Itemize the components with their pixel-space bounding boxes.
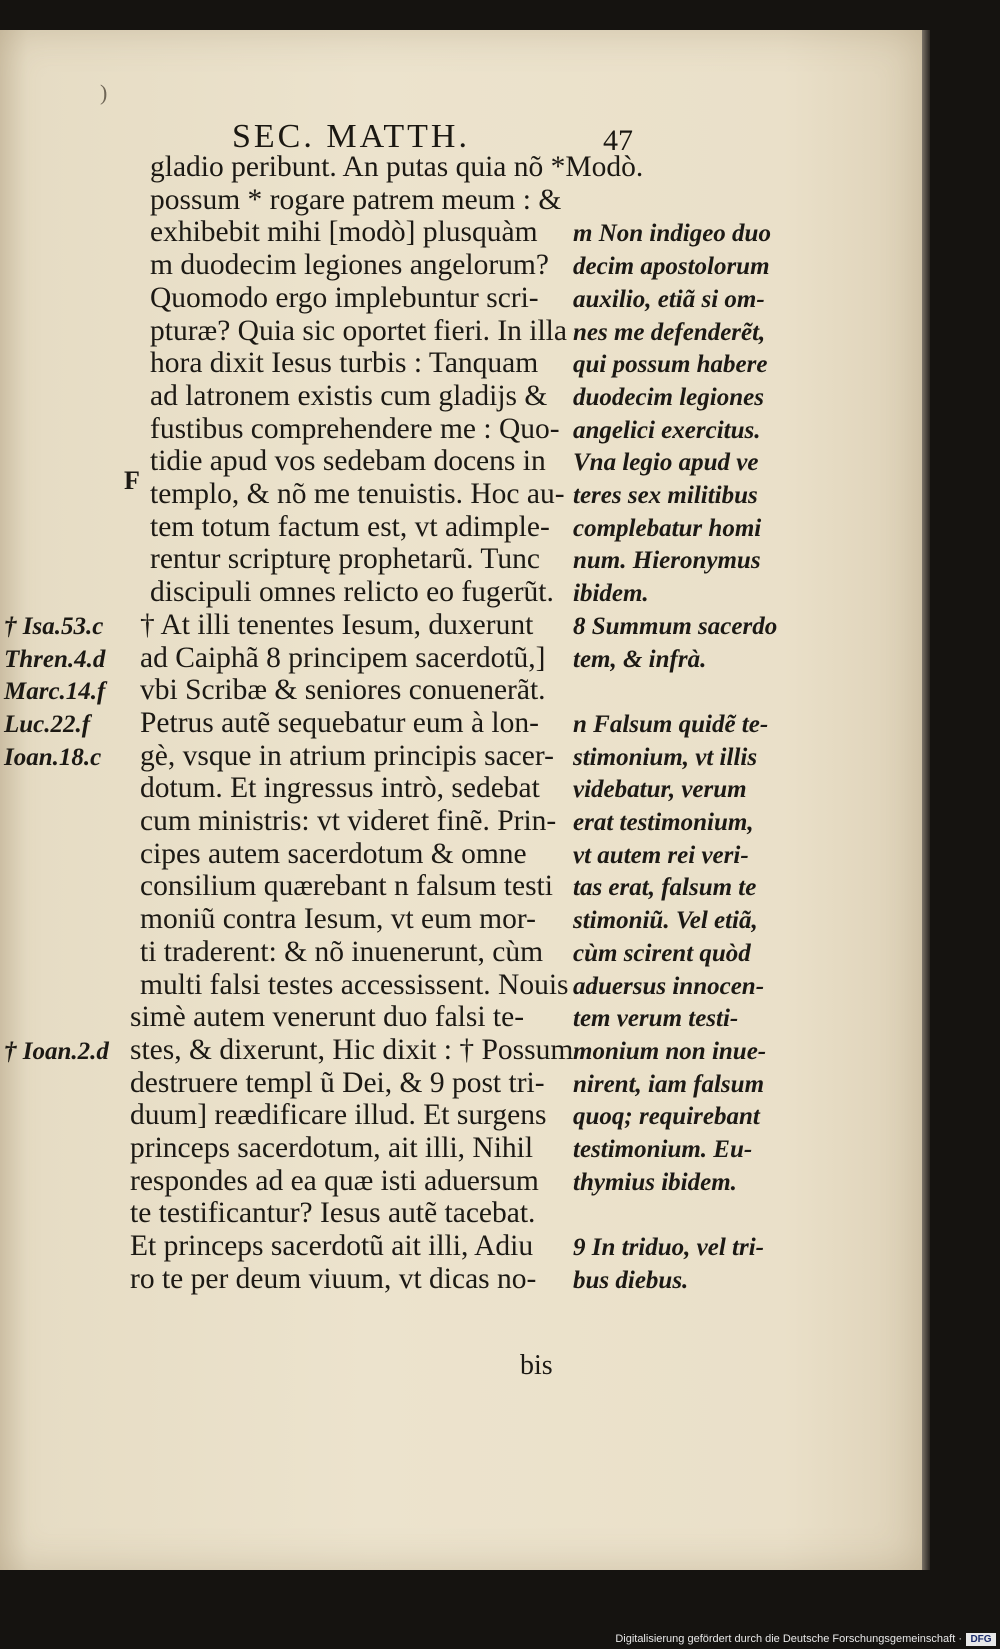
main-text-line: pturæ? Quia sic oportet fieri. In illa (150, 314, 567, 347)
main-text-line: ro te per deum viuum, vt dicas no- (130, 1262, 537, 1295)
page-number: 47 (603, 124, 633, 157)
main-text-line: gè, vsque in atrium principis sacer- (140, 739, 554, 772)
main-text-line: cum ministris: vt videret finẽ. Prin- (140, 805, 557, 837)
gloss-line: duodecim legiones (573, 383, 764, 411)
gloss-line: 9 In triduo, vel tri- (573, 1234, 764, 1262)
gloss-line: tem, & infrà. (573, 645, 707, 673)
gloss-line: complebatur homi (573, 514, 762, 542)
footer-credit: Digitalisierung gefördert durch die Deutsche Forschungsgemeinschaft · (615, 1633, 962, 1645)
gloss-line: nirent, iam falsum (573, 1070, 765, 1098)
main-text-line: moniũ contra Iesum, vt eum mor- (140, 903, 536, 936)
gloss-line: quoq; requirebant (573, 1103, 760, 1131)
main-text-line: destruere templ ũ Dei, & 9 post tri- (130, 1066, 545, 1099)
page-edge (922, 30, 930, 1570)
main-text-line: respondes ad ea quæ isti aduersum (130, 1164, 539, 1197)
main-text-line: stes, & dixerunt, Hic dixit : † Possum (130, 1033, 574, 1066)
gloss-line: n Falsum quidẽ te- (573, 710, 769, 738)
section-letter: F (124, 466, 140, 495)
gloss-line: stimoniũ. Vel etiã, (573, 907, 758, 935)
stray-mark: ) (100, 80, 108, 105)
main-text-line: duum] reædificare illud. Et surgens (130, 1099, 547, 1132)
main-text-line: te testificantur? Iesus autẽ tacebat. (130, 1197, 536, 1230)
gloss-line: cùm scirent quòd (573, 939, 751, 967)
gloss-line: erat testimonium, (573, 809, 754, 836)
gloss-line: vt autem rei veri- (573, 841, 749, 869)
main-text-line: multi falsi testes accessissent. Nouis (140, 968, 569, 1001)
dfg-logo: DFG (966, 1633, 996, 1646)
margin-reference: Luc.22.f (4, 710, 91, 738)
margin-reference: Ioan.18.c (4, 743, 102, 771)
gloss-line: num. Hieronymus (573, 547, 761, 575)
gloss-line: angelici exercitus. (573, 416, 761, 444)
gloss-line: aduersus innocen- (573, 972, 765, 1000)
main-text-line: Et princeps sacerdotũ ait illi, Adiu (130, 1230, 534, 1263)
main-text-line: ad Caiphã 8 principem sacerdotũ,] (140, 641, 546, 674)
main-text-line: gladio peribunt. An putas quia nõ *Modò. (150, 151, 644, 183)
gloss-line: tem verum testi- (573, 1005, 739, 1033)
margin-reference: † Isa.53.c (4, 612, 104, 640)
main-text-line: discipuli omnes relicto eo fugerũt. (150, 576, 554, 609)
main-text-line: fustibus comprehendere me : Quo- (150, 412, 560, 445)
margin-reference: Marc.14.f (4, 678, 106, 706)
main-text-line: tem totum factum est, vt adimple- (150, 510, 550, 543)
main-text-line: † At illi tenentes Iesum, duxerunt (140, 608, 534, 641)
main-text-line: possum * rogare patrem meum : & (150, 183, 562, 216)
gloss-line: bus diebus. (573, 1266, 689, 1294)
gloss-line: ibidem. (573, 580, 649, 608)
margin-reference: Thren.4.d (4, 645, 106, 673)
gloss-line: videbatur, verum (573, 776, 747, 804)
main-text-line: princeps sacerdotum, ait illi, Nihil (130, 1132, 534, 1164)
main-text-line: rentur scripturę prophetarũ. Tunc (150, 543, 540, 576)
running-head: SEC. MATTH. (232, 118, 470, 155)
main-text-line: cipes autem sacerdotum & omne (140, 837, 527, 870)
gloss-line: Vna legio apud ve (573, 449, 759, 477)
gloss-line: testimonium. Eu- (573, 1136, 753, 1163)
main-text-line: hora dixit Iesus turbis : Tanquam (150, 347, 539, 380)
main-text-line: templo, & nõ me tenuistis. Hoc au- (150, 478, 565, 510)
main-text-line: ti traderent: & nõ inuenerunt, cùm (140, 935, 544, 968)
main-text-line: dotum. Et ingressus intrò, sedebat (140, 772, 540, 805)
margin-reference: † Ioan.2.d (4, 1037, 109, 1065)
main-text-line: vbi Scribæ & seniores conuenerãt. (140, 674, 546, 707)
catchword: bis (520, 1350, 553, 1381)
gloss-line: m Non indigeo duo (573, 220, 771, 248)
main-text-line: tidie apud vos sedebam docens in (150, 445, 546, 478)
gloss-line: monium non inue- (573, 1037, 767, 1065)
main-text-line: Quomodo ergo implebuntur scri- (150, 281, 539, 314)
gloss-line: tas erat, falsum te (573, 874, 757, 902)
gloss-line: 8 Summum sacerdo (573, 612, 778, 640)
gloss-line: nes me defenderẽt, (573, 318, 766, 346)
main-text-line: simè autem venerunt duo falsi te- (130, 1001, 525, 1034)
gloss-line: stimonium, vt illis (573, 743, 758, 771)
main-text-line: consilium quærebant n falsum testi (140, 870, 553, 903)
main-text-line: Petrus autẽ sequebatur eum à lon- (140, 706, 539, 739)
main-text-line: m duodecim legiones angelorum? (150, 249, 549, 282)
gloss-line: qui possum habere (573, 351, 768, 379)
gloss-line: decim apostolorum (573, 253, 770, 281)
main-text-line: exhibebit mihi [modò] plusquàm (150, 216, 538, 249)
gloss-line: teres sex militibus (573, 482, 758, 509)
main-text-line: ad latronem existis cum gladijs & (150, 379, 548, 412)
gloss-line: thymius ibidem. (573, 1168, 737, 1196)
gloss-line: auxilio, etiã si om- (573, 285, 765, 313)
